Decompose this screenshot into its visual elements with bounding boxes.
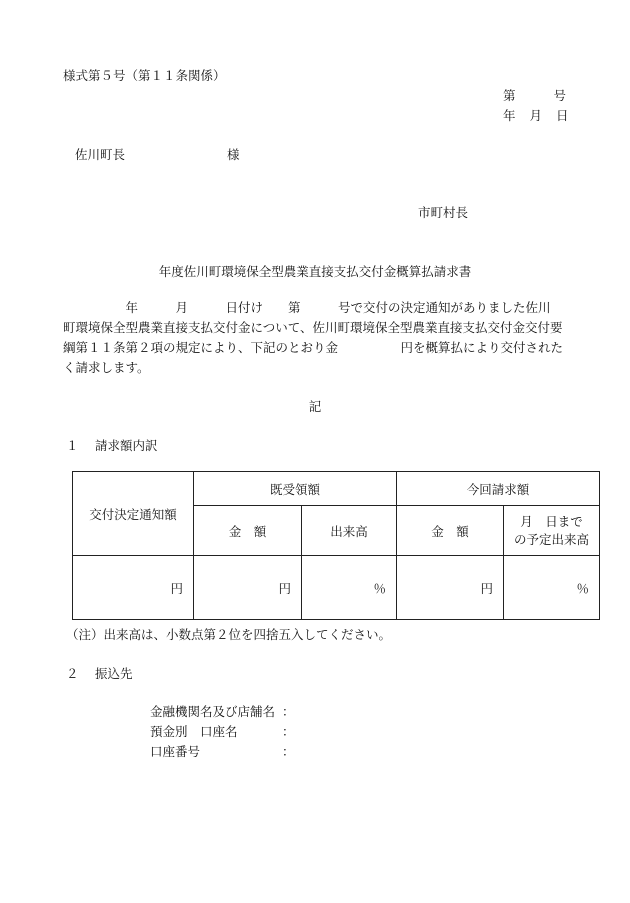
section1-heading: １ 請求額内訳	[66, 438, 158, 453]
body-paragraph	[63, 298, 575, 378]
scheduled-progress-cell[interactable]: ％	[504, 556, 600, 620]
current-request-header: 今回請求額	[397, 472, 600, 506]
scheduled-progress-line1: 月 日まで	[520, 513, 583, 529]
issue-number-suffix: 号	[553, 88, 567, 103]
received-header: 既受領額	[194, 472, 397, 506]
account-number-label: 口座番号	[150, 744, 201, 759]
current-amount-header: 金 額	[397, 506, 504, 556]
received-amount-header: 金 額	[194, 506, 302, 556]
account-number-row	[150, 742, 295, 760]
section2-heading: ２ 振込先	[66, 666, 133, 681]
bank-name-label: 金融機関名及び店舗名	[150, 704, 276, 719]
scheduled-progress-line2: の予定出来高	[514, 531, 590, 547]
date-day: 日	[556, 108, 569, 123]
addressee-name: 佐川町長	[75, 147, 126, 162]
bank-name-row	[150, 702, 295, 720]
notified-amount-cell[interactable]: 円	[73, 556, 194, 620]
sender: 市町村長	[418, 205, 469, 220]
ki-heading: 記	[308, 399, 322, 414]
breakdown-table	[72, 471, 600, 620]
issue-number-prefix: 第	[503, 88, 516, 103]
account-type-colon: ：	[282, 724, 295, 739]
account-number-colon: ：	[282, 744, 295, 759]
date-month: 月	[529, 108, 543, 123]
issue-date	[503, 106, 569, 124]
body-line: く請求します。	[63, 360, 150, 375]
received-amount-cell[interactable]: 円	[194, 556, 302, 620]
body-line: 町環境保全型農業直接支払交付金について、佐川町環境保全型農業直接支払交付金交付要	[63, 320, 563, 335]
issue-number	[503, 86, 566, 104]
table-note: （注）出来高は、小数点第２位を四捨五入してください。	[66, 627, 392, 642]
body-line: 年 月 日付け 第 号で交付の決定通知がありました佐川	[63, 300, 551, 315]
account-type-row	[150, 722, 295, 740]
body-line: 綱第１１条第２項の規定により、下記のとおり金 円を概算払により交付された	[63, 340, 564, 355]
form-number: 様式第５号（第１１条関係）	[63, 68, 226, 83]
received-progress-cell[interactable]: ％	[302, 556, 397, 620]
scheduled-progress-header	[504, 506, 600, 556]
addressee-honorific: 様	[227, 147, 240, 162]
addressee	[75, 145, 240, 163]
account-type-label: 預金別 口座名	[150, 724, 238, 739]
current-amount-cell[interactable]: 円	[397, 556, 504, 620]
received-progress-header: 出来高	[302, 506, 397, 556]
date-year: 年	[503, 108, 516, 123]
document-title: 年度佐川町環境保全型農業直接支払交付金概算払請求書	[158, 264, 472, 279]
bank-name-colon: ：	[282, 704, 295, 719]
notified-amount-header: 交付決定通知額	[73, 472, 194, 556]
